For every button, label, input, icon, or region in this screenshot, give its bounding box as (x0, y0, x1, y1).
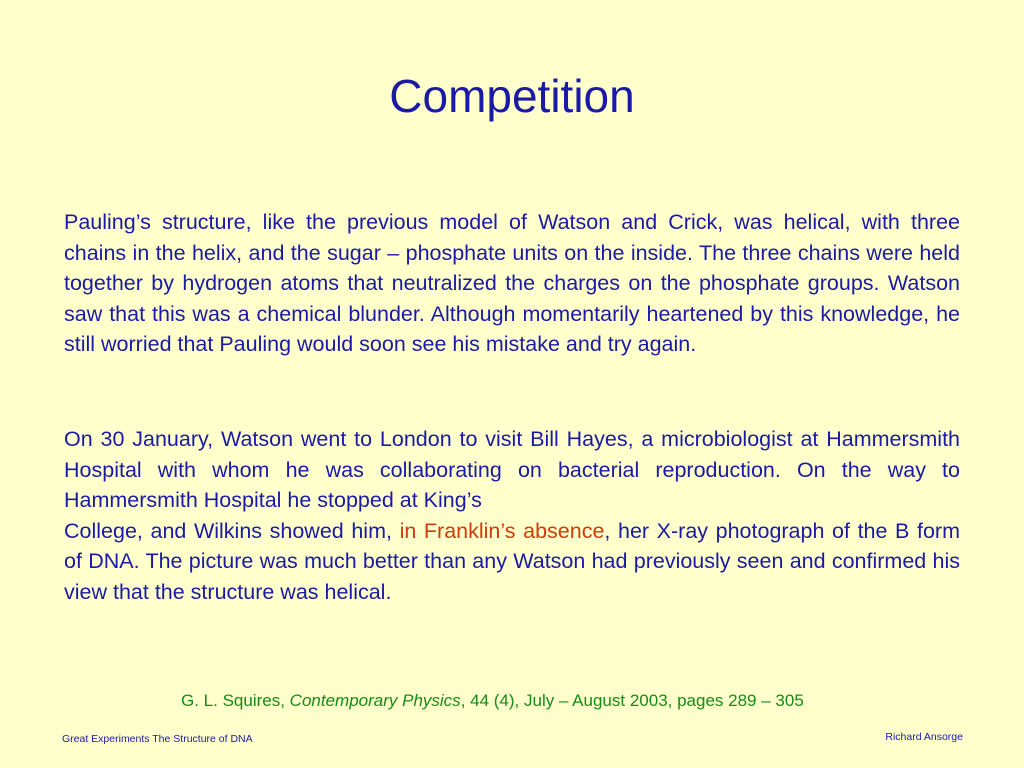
paragraph-pauling-structure: Pauling’s structure, like the previous model of Watson and Crick, was helical, with three chains in the helix, and the sugar – phosphate units on the inside. The three chains were held together by hydrogen atoms that neutralized the charges on the phosphate groups. Watson saw that this was a chemical blunder. Although momentarily heartened by this knowledge, he still worried that Pauling would soon see his mistake and try again. (64, 210, 960, 356)
paragraph-part-3: , her X-ray photograph of the B form of DNA. The picture was much better than any Watson had previously seen and confirmed his view that the structure was helical. (64, 518, 960, 604)
footer-course-title: Great Experiments The Structure of DNA (62, 733, 253, 745)
citation-journal: Contemporary Physics (289, 691, 461, 710)
slide-title: Competition (389, 70, 635, 122)
citation-details: , 44 (4), July – August 2003, pages 289 – 305 (460, 691, 804, 710)
footer-author: Richard Ansorge (885, 731, 963, 743)
citation (181, 691, 804, 711)
paragraph-watson-london-visit (64, 424, 960, 607)
citation-authors: G. L. Squires, (181, 691, 290, 710)
paragraph-part-1: On 30 January, Watson went to London to visit Bill Hayes, a microbiologist at Hammersmith Hospital with whom he was collaborating on bacterial reproduction. On the way to Hammersmith Hospital he stopped at King’s (64, 427, 960, 512)
highlight-franklin-absence: in Franklin’s absence (399, 518, 605, 543)
paragraph-part-2: College, and Wilkins showed him, (64, 518, 400, 543)
